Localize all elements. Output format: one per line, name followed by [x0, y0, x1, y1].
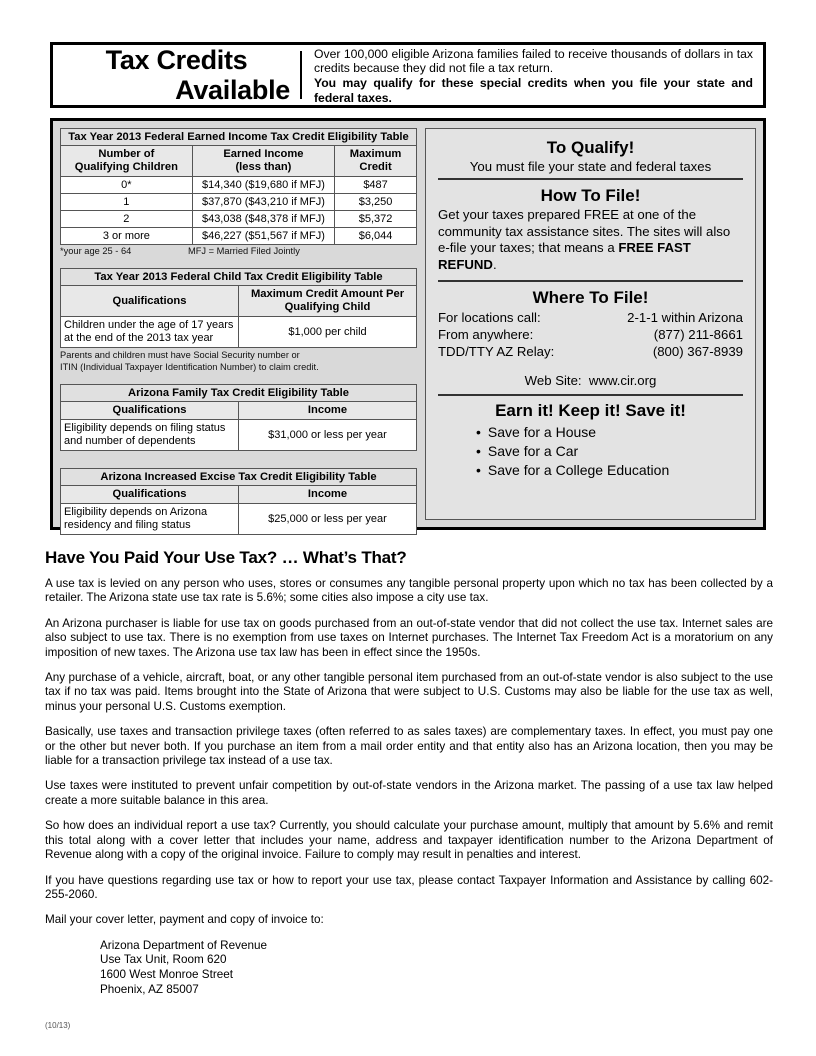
- contact-row: [438, 309, 743, 326]
- eitc-header-children-l1: Number of: [98, 148, 155, 160]
- banner-paragraph-bold: You may qualify for these special credits when you file your state and federal taxes.: [314, 76, 753, 105]
- ctc-row-amount: $1,000 per child: [239, 317, 417, 348]
- banner-paragraph-regular: Over 100,000 eligible Arizona families failed to receive thousands of dollars in tax credits because they did not file a tax return.: [314, 46, 753, 76]
- earn-keep-save-heading: Earn it! Keep it! Save it!: [495, 401, 686, 421]
- eitc-r1-credit: $3,250: [335, 194, 417, 211]
- article-paragraph: A use tax is levied on any person who uses, stores or consumes any tangible personal property upon which no tax has been collected by a retailer. The Arizona state use tax rate is 5.6%; some cities also impose a city use tax.: [45, 577, 773, 605]
- divider-2: [438, 280, 743, 282]
- eitc-table-notes: [60, 246, 417, 257]
- family-table-title: Arizona Family Tax Credit Eligibility Table: [61, 385, 417, 402]
- article-mail-instruction: Mail your cover letter, payment and copy of invoice to:: [45, 913, 324, 927]
- ctc-row-qualification-l1: Children under the age of 17 years: [64, 319, 234, 331]
- article-paragraph: Use taxes were instituted to prevent unfair competition by out-of-state vendors in the Arizona market. The passing of a use tax law helped create a more suitable balance in this area.: [45, 779, 773, 807]
- eitc-r0-children: 0*: [61, 177, 193, 194]
- excise-row-qualification: [61, 504, 239, 535]
- eitc-header-maxcredit: Maximum Credit: [335, 146, 417, 177]
- eligibility-tables-column: [60, 128, 417, 531]
- table-header-row: [61, 286, 417, 317]
- header-banner: [50, 42, 766, 108]
- excise-table-title: Arizona Increased Excise Tax Credit Eligibility Table: [61, 469, 417, 486]
- address-line: Arizona Department of Revenue: [100, 938, 267, 952]
- revision-code: (10/13): [45, 1021, 71, 1031]
- table-row: [61, 420, 417, 451]
- article-paragraph: Any purchase of a vehicle, aircraft, boat, or any other tangible personal item purchased from an out-of-state vendor is also subject to the use tax if no tax was paid. Items brought into the State of Arizona that were subject to U.S. Customs may also be liable for the use tax as well, minus your personal U.S. Customs exemption.: [45, 671, 773, 713]
- address-line: 1600 West Monroe Street: [100, 967, 233, 981]
- list-item: • Save for a House: [476, 423, 745, 442]
- table-row: [61, 211, 417, 228]
- banner-text-block: [302, 45, 763, 105]
- ctc-header-maxcredit-l2: Qualifying Child: [284, 301, 371, 313]
- family-header-qualifications: Qualifications: [61, 402, 239, 420]
- website-row: [436, 373, 745, 388]
- ctc-table-notes: [60, 350, 417, 373]
- contact-value-tddtty[interactable]: (800) 367-8939: [652, 344, 743, 360]
- table-title-row: [61, 385, 417, 402]
- eitc-header-income-l2: (less than): [235, 161, 292, 173]
- article-paragraph: If you have questions regarding use tax or how to report your use tax, please contact Taxpayer Information and Assistance by calling 602-255-2060.: [45, 873, 773, 901]
- eitc-r2-credit: $5,372: [335, 211, 417, 228]
- to-qualify-heading: To Qualify!: [546, 138, 635, 157]
- contact-value-anywhere[interactable]: (877) 211-8661: [653, 327, 743, 343]
- table-row: [61, 177, 417, 194]
- arizona-excise-tax-credit-table: [60, 468, 417, 535]
- table-title-row: [61, 269, 417, 286]
- table-title-row: [61, 129, 417, 146]
- contact-row: [438, 343, 743, 360]
- how-to-file-heading: How To File!: [540, 186, 641, 205]
- eitc-r2-children: 2: [61, 211, 193, 228]
- eitc-header-children-l2: Qualifying Children: [74, 161, 178, 173]
- eitc-r1-income: $37,870 ($43,210 if MFJ): [192, 194, 334, 211]
- ctc-note-line-1: Parents and children must have Social Security number or: [60, 350, 300, 360]
- eitc-note-mfj: MFJ = Married Filed Jointly: [188, 246, 300, 256]
- excise-row-qualification-l2: residency and filing status: [64, 519, 191, 531]
- eitc-r3-income: $46,227 ($51,567 if MFJ): [192, 228, 334, 245]
- contact-label-tddtty: TDD/TTY AZ Relay:: [438, 344, 555, 360]
- divider-3: [438, 394, 743, 396]
- family-row-income: $31,000 or less per year: [239, 420, 417, 451]
- instructions-box: [425, 128, 756, 520]
- how-to-file-text: [436, 207, 745, 273]
- eitc-table-title: Tax Year 2013 Federal Earned Income Tax Credit Eligibility Table: [61, 129, 417, 146]
- excise-header-qualifications: Qualifications: [61, 486, 239, 504]
- table-header-row: [61, 486, 417, 504]
- excise-row-qualification-l1: Eligibility depends on Arizona: [64, 506, 208, 518]
- website-label: Web Site:: [524, 373, 582, 389]
- list-item: • Save for a Car: [476, 442, 745, 461]
- table-title-row: [61, 469, 417, 486]
- ctc-header-qualifications: Qualifications: [61, 286, 239, 317]
- eitc-eligibility-table: [60, 128, 417, 245]
- title-line-2: Available: [175, 75, 290, 105]
- family-row-qualification-l1: Eligibility depends on filing status: [64, 422, 226, 434]
- excise-row-income: $25,000 or less per year: [239, 504, 417, 535]
- address-line: Phoenix, AZ 85007: [100, 982, 199, 996]
- contact-row: [438, 326, 743, 343]
- family-row-qualification-l2: and number of dependents: [64, 435, 196, 447]
- article-paragraph: Basically, use taxes and transaction privilege taxes (often referred to as sales taxes) are complementary taxes. In effect, you must pay one or the other but never both. If you purchase an item from a mail order entity and that entity also has an Arizona location, then you may be liable for a transaction privilege tax instead of a use tax.: [45, 725, 773, 768]
- eitc-r1-children: 1: [61, 194, 193, 211]
- eitc-r0-income: $14,340 ($19,680 if MFJ): [192, 177, 334, 194]
- family-row-qualification: [61, 420, 239, 451]
- table-row: [61, 194, 417, 211]
- credits-panel: [50, 118, 766, 530]
- table-row: [61, 317, 417, 348]
- contact-label-anywhere: From anywhere:: [438, 327, 534, 343]
- how-to-file-text-part1: Get your taxes prepared FREE at one of the community tax assistance sites. The sites will also e-file your taxes; that means a: [438, 207, 731, 256]
- eitc-r3-credit: $6,044: [335, 228, 417, 245]
- arizona-family-tax-credit-table: [60, 384, 417, 451]
- family-header-income: Income: [239, 402, 417, 420]
- eitc-header-income: [192, 146, 334, 177]
- use-tax-article: [45, 548, 773, 1030]
- to-qualify-text: You must file your state and federal taxes: [469, 159, 712, 174]
- eitc-header-income-l1: Earned Income: [223, 148, 304, 160]
- website-link[interactable]: www.cir.org: [588, 373, 657, 389]
- contact-label-locations: For locations call:: [438, 310, 541, 326]
- how-to-file-text-part2: .: [492, 256, 497, 272]
- free-fast-refund-emphasis: FREE FAST REFUND: [438, 240, 691, 272]
- where-to-file-heading: Where To File!: [532, 288, 649, 308]
- ctc-header-maxcredit: [239, 286, 417, 317]
- excise-header-income: Income: [239, 486, 417, 504]
- ctc-row-qualification: [61, 317, 239, 348]
- article-paragraph: So how does an individual report a use tax? Currently, you should calculate your purchase amount, multiply that amount by 5.6% and remit this total along with a cover letter that includes your name, address and taxpayer identification number to the Arizona Department of Revenue along with a copy of the original invoice. Failure to comply may result in penalties and interest.: [45, 819, 773, 862]
- table-header-row: [61, 402, 417, 420]
- savings-goals-list: [436, 423, 745, 480]
- article-heading: Have You Paid Your Use Tax? … What’s That?: [45, 548, 407, 567]
- contact-value-locations[interactable]: 2-1-1 within Arizona: [627, 310, 743, 326]
- child-tax-credit-table: [60, 268, 417, 348]
- divider-1: [438, 178, 743, 180]
- article-paragraph: An Arizona purchaser is liable for use tax on goods purchased from an out-of-state vendor that did not collect the use tax. Internet sales are also subject to use tax. There is no exemption from use taxes on Internet purchases. The Internet Tax Freedom Act is a moratorium on any imposition of new taxes. The Arizona use tax law has been in effect since the 1950s.: [45, 616, 773, 659]
- eitc-header-children: [61, 146, 193, 177]
- flyer-title: [53, 45, 300, 105]
- eitc-r3-children: 3 or more: [61, 228, 193, 245]
- eitc-r2-income: $43,038 ($48,378 if MFJ): [192, 211, 334, 228]
- ctc-row-qualification-l2: at the end of the 2013 tax year: [64, 332, 214, 344]
- table-header-row: [61, 146, 417, 177]
- table-row: [61, 504, 417, 535]
- address-line: Use Tax Unit, Room 620: [100, 953, 227, 967]
- ctc-note-line-2: ITIN (Individual Taxpayer Identification Number) to claim credit.: [60, 361, 319, 372]
- table-row: [61, 228, 417, 245]
- eitc-r0-credit: $487: [335, 177, 417, 194]
- title-line-1: Tax Credits: [105, 45, 248, 75]
- contact-list: [436, 309, 745, 360]
- ctc-header-maxcredit-l1: Maximum Credit Amount Per: [250, 288, 405, 300]
- eitc-note-age: *your age 25 - 64: [60, 246, 132, 256]
- mailing-address: [100, 939, 773, 997]
- list-item: • Save for a College Education: [476, 461, 745, 480]
- ctc-table-title: Tax Year 2013 Federal Child Tax Credit Eligibility Table: [61, 269, 417, 286]
